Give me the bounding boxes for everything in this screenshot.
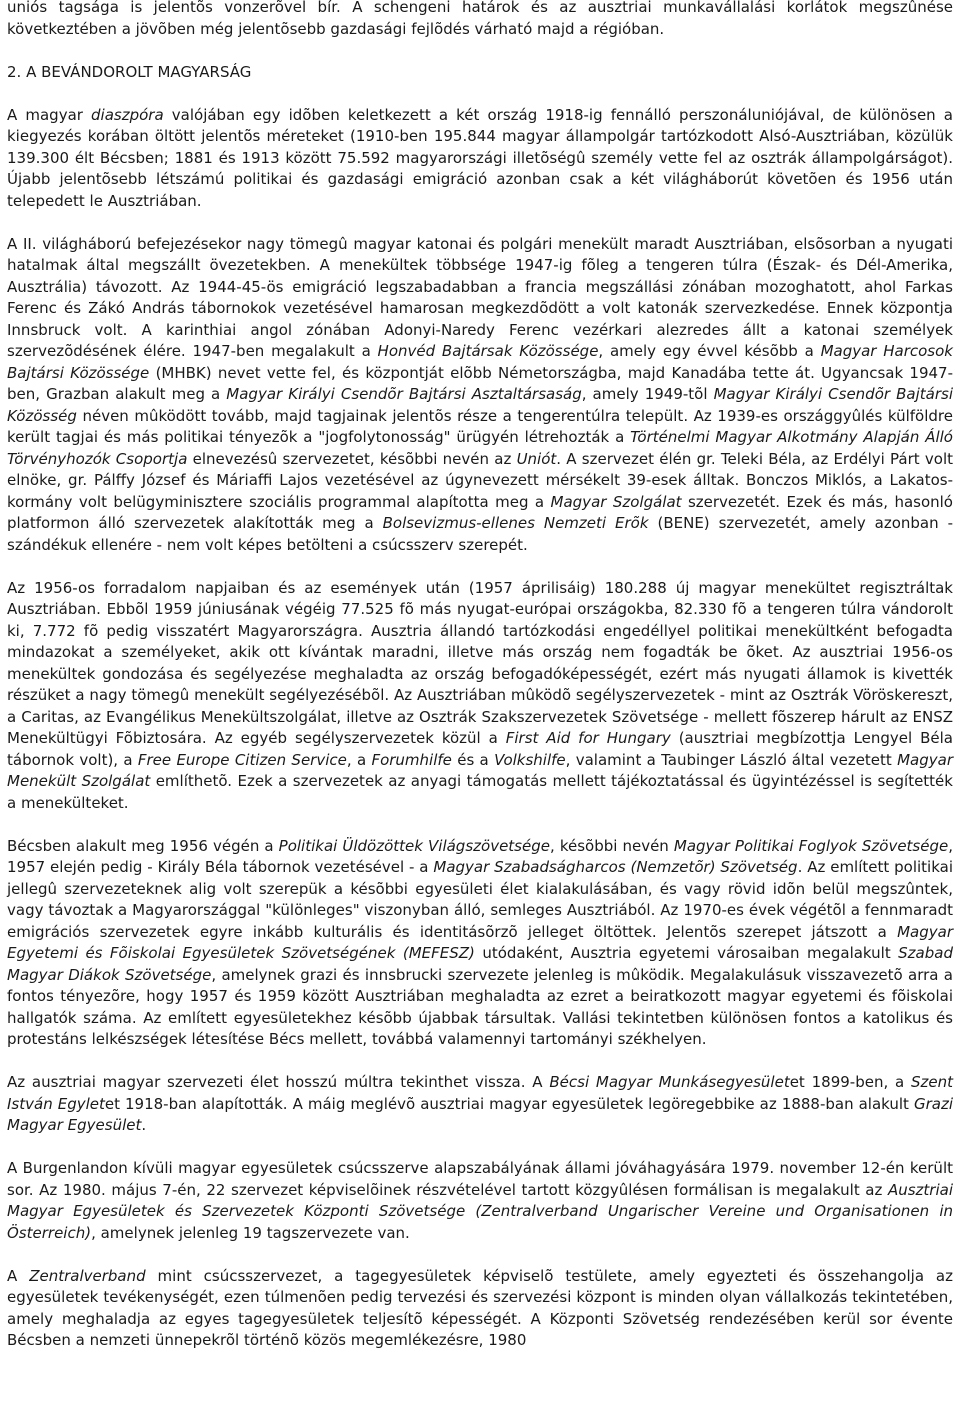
text-run: , a: [346, 750, 372, 769]
text-run: utódaként, Ausztria egyetemi városaiban megalakult: [474, 944, 899, 962]
italic-term: Zentralverband: [29, 1266, 146, 1285]
italic-term: Magyar Királyi Csendõr Bajtársi Közösség: [7, 385, 953, 425]
italic-term: Forumhilfe: [371, 750, 452, 769]
text-run: (MHBK) nevet vette fel, és központját elõbb Németországba, majd Kanadába tette át. Ugyancsak 1947-ben, Grazban alakult meg a: [7, 363, 953, 403]
paragraph-ww2: [7, 234, 953, 557]
italic-term: Uniót: [516, 449, 557, 468]
italic-term: Magyar Menekült Szolgálat: [7, 750, 954, 790]
text-run: említhetõ. Ezek a szervezetek az anyagi támogatás mellett tájékoztatással és ügyintézéssel is segítették a menekülteket.: [7, 772, 953, 812]
italic-term: Szent István Egylet: [7, 1073, 954, 1113]
italic-term: Ausztriai Magyar Egyesületek és Szervezetek Központi Szövetsége (Zentralverband Ungarischer Vereine und Organisationen in Österreich): [7, 1180, 953, 1242]
text-run: Az 1956-os forradalom napjaiban és az események után (1957 áprilisáig) 180.288 új magyar menekültet regisztráltak Ausztriában. Ebbõl 1959 júniusának végéig 77.525 fõ más nyugat-európai országokba, 82.330 fõ a tengeren túlra vándorolt ki, 7.772 fõ pedig visszatért Magyarországra. Ausztria állandó tartózkodási engedéllyel politikai menekültként befogadta mindazokat a személyeket, akik ott kívántak maradni, illetve más ország nem fogadták be õket. Az ausztriai 1956-os menekültek gondozása és segélyezése meghaladta az ország befogadóképességét, ezért más nyugati államok is kivették részüket a nagy tömegû menekült segélyezésébõl. Az Ausztriában mûködõ segélyszervezetek - mint az Osztrák Vöröskereszt, a Caritas, az Evangélikus Menekültszolgálat, illetve az Osztrák Szakszervezetek Szövetsége - mellett fõszerep hárult az ENSZ Menekültügyi Fõbiztosára. Az egyéb segélyszervezetek közül a: [7, 578, 953, 747]
italic-term: Magyar Szabadságharcos (Nemzetõr) Szövetség: [433, 858, 798, 876]
text-run: et 1899-ben, a: [789, 1073, 911, 1091]
italic-term: Szabad Magyar Diákok Szövetsége: [7, 944, 953, 984]
paragraph-diaspora: [7, 105, 953, 213]
italic-term: Történelmi Magyar Alkotmány Alapján Álló Törvényhozók Csoportja: [7, 428, 953, 468]
text-run: . Az említett politikai jellegû szervezeteknek alig volt szerepük a késõbbi egyesületi élet kialakulásában, és vagy rövid idõn belül megszûntek, vagy távoztak a Magyarországgal "különleges" viszonyban álló, semleges Ausztriából. Az 1970-es évek végétõl a fennmaradt emigrációs szervezetek egyre inkább kulturális és identitásõrzõ jelleget öltöttek. Jelentõs szerepet játszott a: [7, 858, 953, 941]
text-run: szervezetét. Ezek és más, hasonló platformon álló szervezetek alakították meg a: [7, 492, 953, 532]
text-run: A magyar: [7, 105, 92, 124]
text-run: mint csúcsszervezet, a tagegyesületek képviselõ testülete, amely egyezteti és összehangolja az egyesületek tevékenységét, ezen túlmenõen pedig tervezési és szervezési központ is minden olyan vállalkozás tekintetében, amely meghaladja az egyes tagegyesületek teljesítõ képességét. A Központi Szövetség rendezésében kerül sor évente Bécsben a nemzeti ünnepekrõl történõ közös megemlékezésre, 1980: [7, 1266, 953, 1349]
text-run: néven mûködött tovább, majd tagjainak jelentõs része a tengerentúlra települt. Az 1939-es országgyûlés külföldre került tagjai és más politikai tényezõk a "jogfolytonosság" ürügyén létrehozták a: [7, 406, 953, 446]
italic-term: First Aid for Hungary: [505, 729, 671, 747]
text-run: A Burgenlandon kívüli magyar egyesületek csúcsszerve alapszabályának állami jóváhagyására 1979. november 12-én került sor. Az 1980. május 7-én, 22 szervezet képviselõinek részvételével tartott közgyûlésen formálisan is megalakult az: [7, 1159, 953, 1199]
italic-term: Volkshilfe: [494, 750, 566, 769]
text-run: uniós tagsága is jelentõs vonzerõvel bír. A schengeni határok és az ausztriai munkavállalási korlátok megszûnése következtében a jövõben még jelentõsebb gazdasági fejlõdés várható majd a régióban.: [7, 0, 953, 38]
text-run: , amelynek jelenleg 19 tagszervezete van.: [91, 1223, 410, 1242]
paragraph-intro: [7, 0, 953, 40]
text-run: .: [141, 1116, 147, 1134]
italic-term: Magyar Egyetemi és Fõiskolai Egyesületek Szövetségének (MEFESZ): [7, 922, 953, 962]
italic-term: Honvéd Bajtársak Közössége: [377, 342, 599, 360]
italic-term: Bécsi Magyar Munkásegyesület: [549, 1073, 790, 1091]
text-run: elnevezésû szervezetet, késõbbi nevén az: [187, 449, 517, 468]
text-run: A: [7, 1266, 30, 1285]
italic-term: Bolsevizmus-ellenes Nemzeti Erõk: [382, 514, 649, 532]
text-run: et 1918-ban alapították. A máig meglévõ ausztriai magyar egyesületek legöregebbike az 1888-ban alakult: [104, 1094, 914, 1113]
text-run: . A szervezet élén gr. Teleki Béla, az Erdélyi Párt volt elnöke, gr. Pálffy József és Máriaffi Lajos vezetésével az úgynevezett mérsékelt 39-esek álltak. Bonczos Miklós, a Lakatos-kormány volt belügyminisztere szociális programmal alapította meg a: [7, 449, 953, 511]
italic-term: Magyar Szolgálat: [550, 492, 682, 511]
italic-term: Magyar Politikai Foglyok Szövetsége: [673, 836, 949, 855]
text-run: (BENE) szervezetét, amely azonban - szándékuk ellenére - nem volt képes betölteni a csúcsszerv szerepét.: [7, 514, 953, 554]
section-heading: 2. A BEVÁNDOROLT MAGYARSÁG: [7, 62, 252, 81]
text-run: , késõbbi nevén: [549, 836, 674, 855]
text-run: valójában egy idõben keletkezett a két ország 1918-ig fennálló perszonáluniójával, de különösen a kiegyezés korában öltött jelentõs méreteket (1910-ben 195.844 magyar állampolgár tartózkodott Alsó-Ausztriában, közülük 139.300 élt Bécsben; 1881 és 1913 között 75.592 magyarországi illetõségû személy vette fel az osztrák állampolgárságot). Újabb jelentõsebb létszámú politikai és gazdasági emigráció azonban csak a két világháborút követõen és 1956 után telepedett le Ausztriában.: [7, 105, 953, 210]
italic-term: Magyar Harcosok Bajtársi Közössége: [7, 342, 953, 382]
text-run: , amelynek grazi és innsbrucki szervezete jelenleg is mûködik. Megalakulásuk visszavezetõ arra a fontos tényezõre, hogy 1957 és 1959 között Ausztriában meghaladta az ezret a beiratkozott magyar egyetemi és fõiskolai hallgatók száma. Az említett egyesületekhez késõbb újabbak társultak. Vallási tekintetben különösen fontos a katolikus és protestáns lelkészségek létesítése Bécs mellett, továbbá valamennyi tartományi székhelyen.: [7, 965, 953, 1048]
italic-term: diaszpóra: [91, 105, 164, 124]
text-run: (ausztriai megbízottja Lengyel Béla tábornok volt), a: [7, 729, 953, 769]
text-run: A II. világháború befejezésekor nagy tömegû magyar katonai és polgári menekült maradt Ausztriában, elsõsorban a nyugati hatalmak által megszállt övezetekben. A menekültek többsége 1947-ig fõleg a tengeren túlra (Észak- és Dél-Amerika, Ausztrália) távozott. Az 1944-45-ös emigráció legszabadabban a francia megszállási zónában mozoghatott, ahol Farkas Ferenc és Zákó András tábornokok vezetésével hamarosan megkezdõdött a volt katonák szervezkedése. Ennek központja Innsbruck volt. A karinthiai angol zónában Adonyi-Naredy Ferenc vezérkari alezredes állt a katonai személyek szervezõdésének élére. 1947-ben megalakult a: [7, 234, 953, 360]
paragraph-associations-history: [7, 1072, 953, 1137]
text-run: és a: [451, 750, 495, 769]
text-run: , amely egy évvel késõbb a: [598, 342, 821, 360]
italic-term: Politikai Üldözöttek Világszövetsége: [278, 836, 550, 855]
paragraph-1956: [7, 578, 953, 815]
text-run: Az ausztriai magyar szervezeti élet hosszú múltra tekinthet vissza. A: [7, 1073, 550, 1091]
italic-term: Free Europe Citizen Service: [137, 750, 347, 769]
paragraph-vienna-organizations: [7, 836, 953, 1051]
italic-term: Grazi Magyar Egyesület: [7, 1094, 953, 1134]
text-run: , amely 1949-tõl: [581, 385, 714, 403]
text-run: Bécsben alakult meg 1956 végén a: [7, 836, 279, 855]
paragraph-zentralverband: [7, 1266, 953, 1352]
paragraph-burgenland: [7, 1158, 953, 1244]
text-run: , valamint a Taubinger László által vezetett: [565, 750, 898, 769]
italic-term: Magyar Királyi Csendõr Bajtársi Asztaltársaság: [226, 385, 582, 403]
text-run: , 1957 elején pedig - Király Béla tábornok vezetésével - a: [7, 836, 954, 876]
